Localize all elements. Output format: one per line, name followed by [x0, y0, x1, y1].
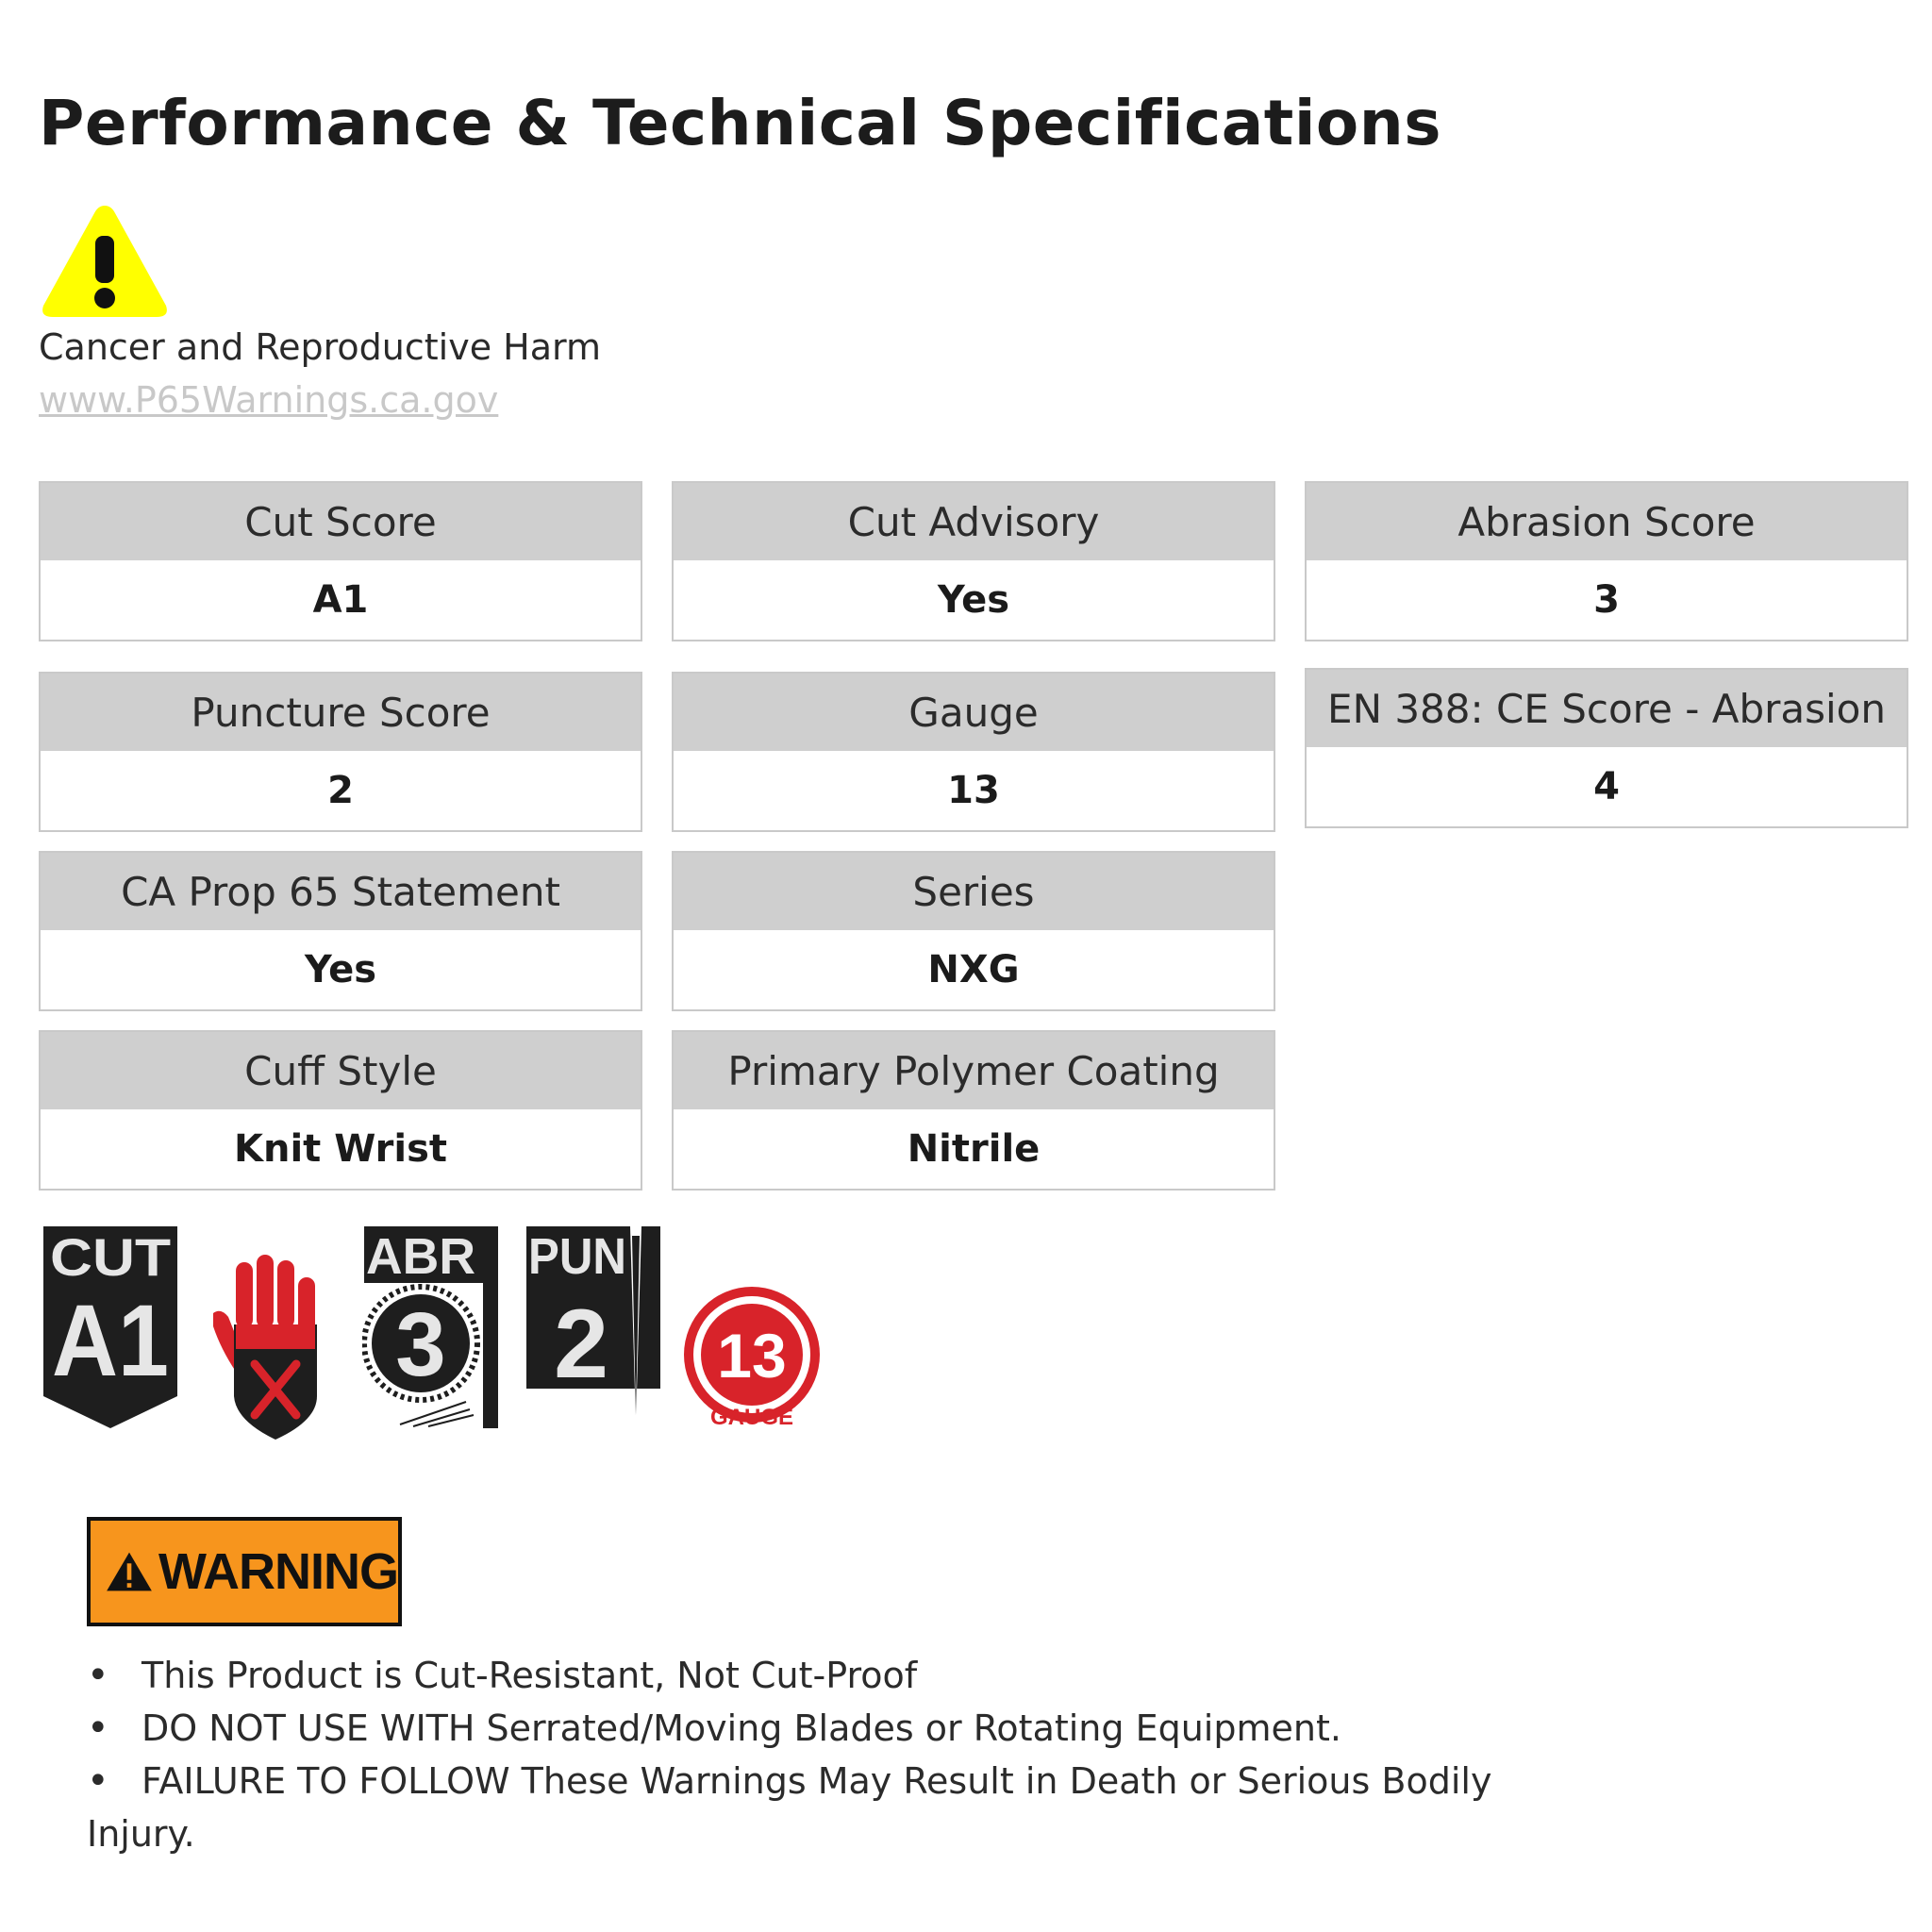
- spec-label: Abrasion Score: [1307, 483, 1907, 560]
- spec-value: 3: [1593, 578, 1620, 622]
- warning-sign: [87, 1517, 402, 1626]
- prop65-warning-text: Cancer and Reproductive Harm: [39, 326, 602, 368]
- spec-label: EN 388: CE Score - Abrasion: [1307, 670, 1907, 747]
- warning-item-text: DO NOT USE WITH Serrated/Moving Blades or Rotating Equipment.: [142, 1707, 1341, 1749]
- pun-badge-top: PUN: [528, 1228, 626, 1285]
- spec-card-polymer-coating: [672, 1030, 1275, 1191]
- abr-badge-top: ABR: [366, 1228, 475, 1285]
- spec-value: A1: [312, 578, 369, 622]
- bullet-icon: •: [87, 1707, 109, 1750]
- spec-card-cut-advisory: [672, 481, 1275, 641]
- list-item: [87, 1702, 1558, 1755]
- abr-badge-value: 3: [395, 1294, 446, 1395]
- spec-label: Series: [674, 853, 1274, 930]
- warning-triangle-icon: [106, 1537, 153, 1607]
- spec-label: Primary Polymer Coating: [674, 1032, 1274, 1109]
- spec-card-series: [672, 851, 1275, 1011]
- spec-label: Cut Score: [41, 483, 641, 560]
- spec-value: Yes: [937, 578, 1010, 622]
- page-title: Performance & Technical Specifications: [39, 87, 1442, 159]
- spec-value: 2: [327, 769, 354, 812]
- prop65-link[interactable]: www.P65Warnings.ca.gov: [39, 379, 499, 421]
- gauge-badge-value: 13: [717, 1321, 787, 1391]
- spec-card-cut-score: [39, 481, 642, 641]
- warning-item-text: FAILURE TO FOLLOW These Warnings May Result in Death or Serious Bodily: [142, 1760, 1492, 1802]
- spec-value: NXG: [927, 948, 1020, 991]
- spec-label: Cuff Style: [41, 1032, 641, 1109]
- spec-value: Nitrile: [907, 1127, 1041, 1171]
- bullet-icon: •: [87, 1654, 109, 1697]
- performance-badges: [42, 1226, 834, 1434]
- warning-triangle-icon: [38, 200, 172, 323]
- cut-badge-value: A1: [52, 1283, 169, 1397]
- abrasion-level-icon: [362, 1226, 500, 1428]
- bullet-icon: •: [87, 1759, 109, 1803]
- spec-label: Cut Advisory: [674, 483, 1274, 560]
- spec-value: 4: [1593, 765, 1620, 808]
- gauge-icon: [681, 1283, 823, 1434]
- list-item: [87, 1755, 1558, 1807]
- spec-card-en388-abrasion: [1305, 668, 1908, 828]
- spec-label: Gauge: [674, 674, 1274, 751]
- cut-level-shield-icon: [42, 1226, 179, 1428]
- spec-value: Yes: [304, 948, 377, 991]
- warning-item-continuation: Injury.: [87, 1813, 195, 1855]
- gauge-badge-label: GAUGE: [709, 1405, 794, 1430]
- spec-value: 13: [947, 769, 1000, 812]
- list-item: [87, 1649, 1558, 1702]
- warning-list: [87, 1649, 1558, 1860]
- spec-value: Knit Wrist: [233, 1127, 447, 1171]
- spec-card-gauge: [672, 672, 1275, 832]
- spec-label: CA Prop 65 Statement: [41, 853, 641, 930]
- cut-advisory-hand-icon: [211, 1255, 328, 1453]
- spec-card-cuff-style: [39, 1030, 642, 1191]
- cut-badge-top: CUT: [50, 1227, 171, 1287]
- puncture-level-icon: [525, 1226, 662, 1428]
- warning-item-text: This Product is Cut-Resistant, Not Cut-Proof: [142, 1655, 918, 1696]
- spec-card-ca-prop65: [39, 851, 642, 1011]
- spec-card-puncture-score: [39, 672, 642, 832]
- warning-label: WARNING: [158, 1543, 398, 1600]
- spec-label: Puncture Score: [41, 674, 641, 751]
- spec-card-abrasion-score: [1305, 481, 1908, 641]
- pun-badge-value: 2: [554, 1290, 608, 1399]
